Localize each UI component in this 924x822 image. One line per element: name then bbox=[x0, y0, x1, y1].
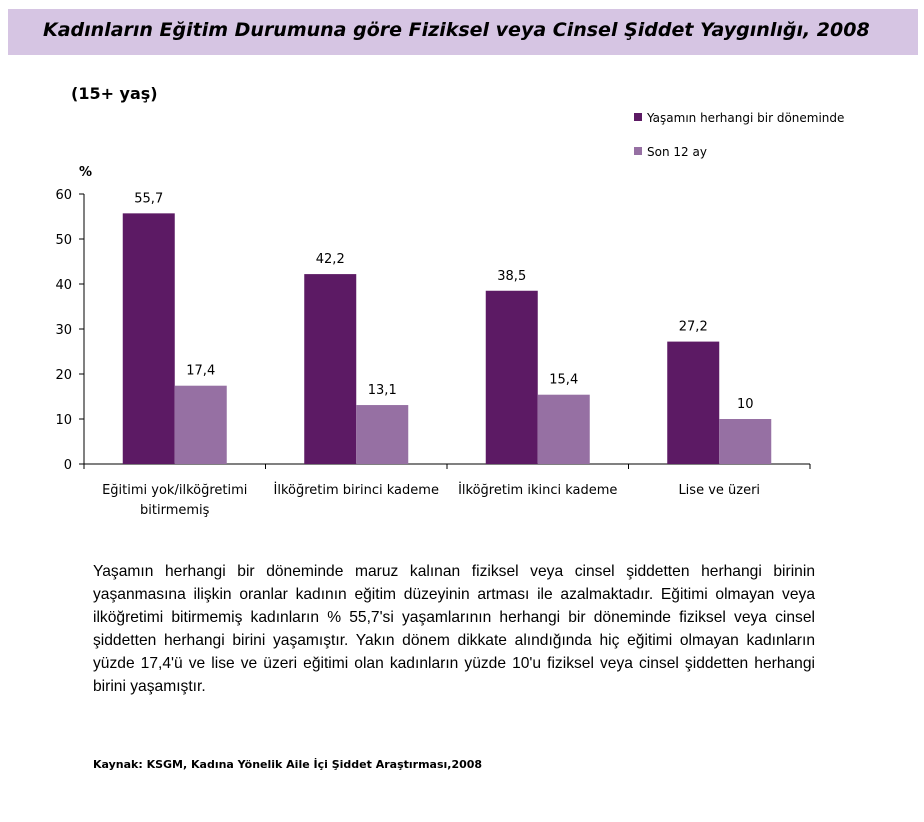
source-note: Kaynak: KSGM, Kadına Yönelik Aile İçi Şiddet Araştırması,2008 bbox=[93, 758, 483, 771]
bar-last-12-months bbox=[356, 405, 408, 464]
data-label: 38,5 bbox=[497, 268, 527, 284]
x-tick-label: Lise ve üzeri bbox=[678, 483, 761, 498]
bar-last-12-months bbox=[175, 386, 227, 464]
x-tick-label: Eğitimi yok/ilköğretimi bbox=[102, 483, 248, 498]
y-tick-label: 30 bbox=[55, 323, 72, 338]
legend-label: Son 12 ay bbox=[647, 145, 707, 159]
description-paragraph: Yaşamın herhangi bir döneminde maruz kalınan fiziksel veya cinsel şiddetten herhangi birinin yaşanmasına ilişkin oranlar kadının eğitim düzeyinin artması ile azalmaktadır. Eğitimi olmayan veya ilköğretimi bitirmemiş kadınların % 55,7'si yaşamlarının herhangi bir döneminde fiziksel veya cinsel şiddetten herhangi birini yaşamıştır. Yakın dönem dikkate alındığında hiç eğitimi olmayan kadınların yüzde 17,4'ü ve lise ve üzeri eğitimi olan kadınların yüzde 10'u fiziksel veya cinsel şiddetten herhangi birini yaşamıştır. bbox=[93, 563, 815, 695]
data-label: 55,7 bbox=[134, 191, 164, 207]
x-tick-label: bitirmemiş bbox=[140, 503, 210, 518]
data-label: 10 bbox=[736, 397, 754, 412]
bar-lifetime bbox=[123, 213, 175, 464]
page-title: Kadınların Eğitim Durumuna göre Fiziksel veya Cinsel Şiddet Yaygınlığı, 2008 bbox=[43, 19, 870, 41]
data-label: 42,2 bbox=[315, 252, 345, 268]
x-tick-label: İlköğretim ikinci kademe bbox=[458, 483, 618, 498]
x-tick-label: İlköğretim birinci kademe bbox=[273, 483, 439, 498]
bar-lifetime bbox=[304, 274, 356, 464]
y-tick-label: 60 bbox=[55, 188, 72, 203]
legend-label: Yaşamın herhangi bir döneminde bbox=[647, 111, 845, 125]
legend-swatch bbox=[634, 113, 642, 121]
y-tick-label: 0 bbox=[63, 458, 72, 473]
y-axis-label: % bbox=[79, 165, 93, 180]
data-label: 17,4 bbox=[186, 363, 216, 379]
bar-lifetime bbox=[667, 342, 719, 464]
y-tick-label: 10 bbox=[55, 413, 72, 428]
y-tick-label: 50 bbox=[55, 233, 72, 248]
chart-subtitle: (15+ yaş) bbox=[71, 84, 158, 103]
y-tick-label: 20 bbox=[55, 368, 72, 383]
data-label: 27,2 bbox=[678, 319, 708, 335]
data-label: 13,1 bbox=[367, 383, 397, 399]
bar-lifetime bbox=[486, 291, 538, 464]
y-tick-label: 40 bbox=[55, 278, 72, 293]
legend-swatch bbox=[634, 147, 642, 155]
bar-last-12-months bbox=[538, 395, 590, 464]
data-label: 15,4 bbox=[549, 372, 579, 388]
bar-last-12-months bbox=[719, 419, 771, 464]
